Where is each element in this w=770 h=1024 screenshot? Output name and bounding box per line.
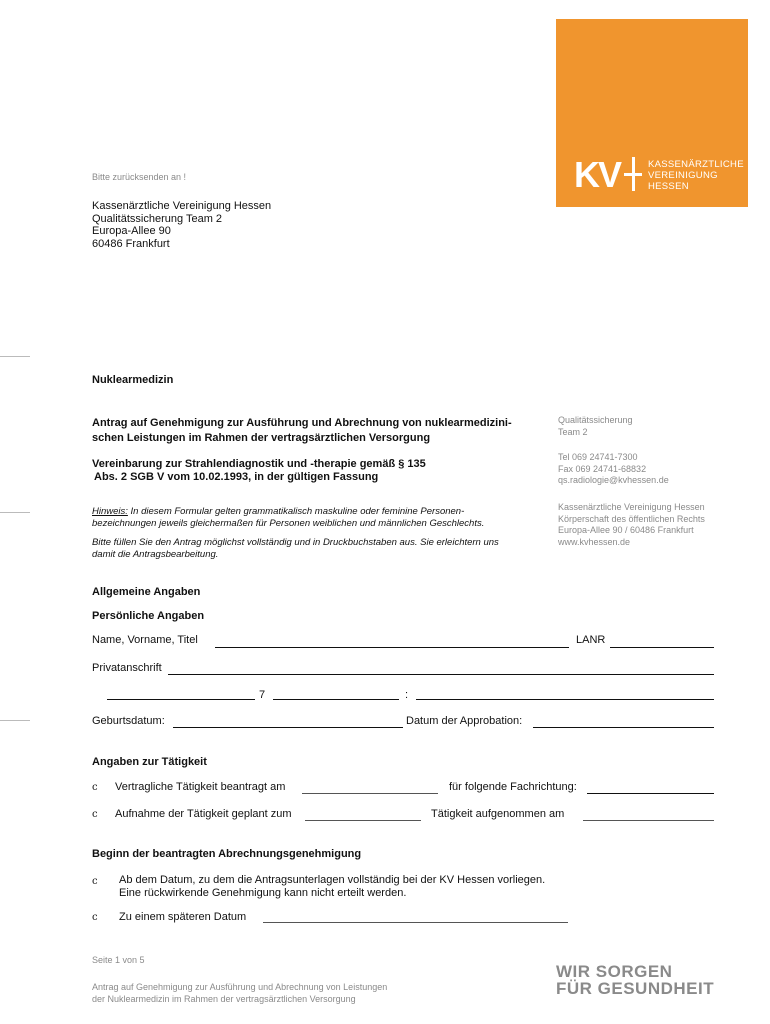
lanr-label: LANR bbox=[576, 634, 606, 646]
logo-mark: KV bbox=[574, 154, 621, 195]
approbation-field[interactable] bbox=[533, 727, 714, 728]
billing-option-later: Zu einem späteren Datum bbox=[119, 911, 247, 923]
activity-title: Angaben zur Tätigkeit bbox=[92, 756, 207, 768]
section-title: Nuklearmedizin bbox=[92, 374, 174, 386]
footer-text: Antrag auf Genehmigung zur Ausführung und Abrechnung von Leistungen der Nuklearmedizin im Rahmen der vertragsärztlichen Versorgung bbox=[92, 982, 388, 1004]
specialty-field[interactable] bbox=[587, 793, 714, 794]
logo-divider-bar bbox=[624, 173, 642, 176]
checkbox-contract[interactable]: c bbox=[92, 782, 98, 793]
checkbox-start[interactable]: c bbox=[92, 809, 98, 820]
start-date-field[interactable] bbox=[305, 820, 421, 821]
name-label: Name, Vorname, Titel bbox=[92, 634, 198, 646]
general-title: Allgemeine Angaben bbox=[92, 586, 201, 598]
contract-label: Vertragliche Tätigkeit beantragt am bbox=[115, 781, 286, 793]
application-title: Antrag auf Genehmigung zur Ausführung und Abrechnung von nuklearmedizini- schen Leistungen im Rahmen der vertragsärztlichen Versorgung bbox=[92, 417, 512, 444]
house-number-field[interactable] bbox=[273, 699, 399, 700]
page-number: Seite 1 von 5 bbox=[92, 955, 145, 965]
personal-title: Persönliche Angaben bbox=[92, 610, 205, 622]
checkbox-billing-later[interactable]: c bbox=[92, 912, 98, 923]
recipient-address: Kassenärztliche Vereinigung Hessen Qualitätssicherung Team 2 Europa-Allee 90 60486 Frankfurt bbox=[92, 200, 272, 250]
lanr-field[interactable] bbox=[610, 647, 714, 648]
sidebar-organisation: Kassenärztliche Vereinigung Hessen Körperschaft des öffentlichen Rechts Europa-Allee 90 / 60486 Frankfurt www.kvhessen.de bbox=[558, 502, 705, 547]
address-separator-slash: 7 bbox=[259, 689, 266, 701]
sidebar-email-link[interactable]: qs.radiologie@kvhessen.de bbox=[558, 475, 669, 485]
fold-mark-middle bbox=[0, 512, 30, 513]
birthdate-label: Geburtsdatum: bbox=[92, 715, 165, 727]
private-address-field[interactable] bbox=[168, 674, 714, 675]
private-address-label: Privatanschrift bbox=[92, 662, 162, 674]
contract-date-field[interactable] bbox=[302, 793, 438, 794]
fold-mark-top bbox=[0, 356, 30, 357]
approbation-label: Datum der Approbation: bbox=[406, 715, 523, 727]
started-date-field[interactable] bbox=[583, 820, 714, 821]
billing-title: Beginn der beantragten Abrechnungsgenehmigung bbox=[92, 848, 362, 860]
name-field[interactable] bbox=[215, 647, 569, 648]
gender-hint: Hinweis: In diesem Formular gelten grammatikalisch maskuline oder feminine Personen- bezeichnungen jeweils gleichermaßen für Personen weiblichen und männlichen Geschlechts. bbox=[92, 506, 485, 529]
slogan: WIR SORGEN FÜR GESUNDHEIT bbox=[556, 962, 715, 998]
street-field[interactable] bbox=[107, 699, 255, 700]
billing-option-complete: Ab dem Datum, zu dem die Antragsunterlagen vollständig bei der KV Hessen vorliegen. Eine rückwirkende Genehmigung kann nicht erteilt werden. bbox=[119, 874, 546, 899]
city-field[interactable] bbox=[416, 699, 714, 700]
sidebar-website-link[interactable]: www.kvhessen.de bbox=[558, 536, 631, 547]
address-separator-colon: : bbox=[405, 689, 409, 701]
sidebar-contact: Tel 069 24741-7300 Fax 069 24741-68832 qs.radiologie@kvhessen.de bbox=[558, 452, 669, 485]
kv-hessen-logo bbox=[556, 19, 748, 207]
start-label: Aufnahme der Tätigkeit geplant zum bbox=[115, 808, 292, 820]
fill-note: Bitte füllen Sie den Antrag möglichst vollständig und in Druckbuchstaben aus. Sie erleichtern uns damit die Antragsbearbeitung. bbox=[92, 537, 499, 560]
return-note: Bitte zurücksenden an ! bbox=[92, 172, 187, 182]
agreement-title: Vereinbarung zur Strahlendiagnostik und -therapie gemäß § 135 Abs. 2 SGB V vom 10.02.1993, in der gültigen Fassung bbox=[92, 458, 426, 483]
birthdate-field[interactable] bbox=[173, 727, 403, 728]
fold-mark-bottom bbox=[0, 720, 30, 721]
sidebar-department: Qualitätssicherung Team 2 bbox=[558, 415, 633, 437]
specialty-label: für folgende Fachrichtung: bbox=[449, 781, 577, 793]
later-date-field[interactable] bbox=[263, 922, 568, 923]
checkbox-billing-complete[interactable]: c bbox=[92, 876, 98, 887]
started-label: Tätigkeit aufgenommen am bbox=[431, 808, 565, 820]
logo-text: KASSENÄRZTLICHE VEREINIGUNG HESSEN bbox=[648, 159, 744, 192]
